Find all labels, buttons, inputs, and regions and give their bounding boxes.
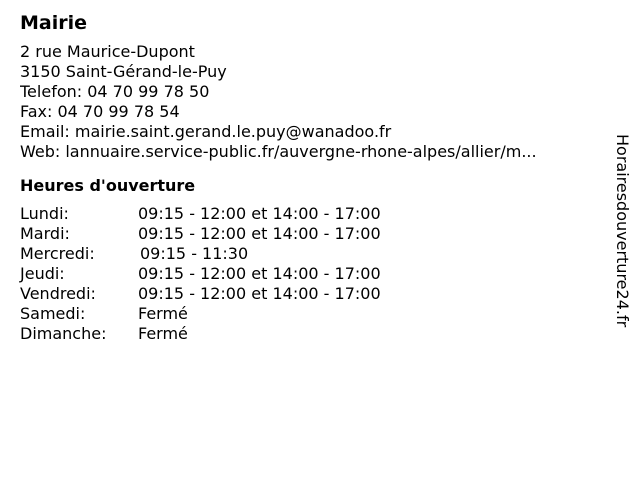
day-label: Samedi: [20, 304, 86, 323]
day-times: 09:15 - 11:30 [140, 244, 249, 263]
place-card [20, 10, 600, 344]
day-times: 09:15 - 12:00 et 14:00 - 17:00 [138, 284, 381, 303]
site-watermark: Horairesdouverture24.fr [613, 134, 632, 328]
day-times: 09:15 - 12:00 et 14:00 - 17:00 [138, 224, 381, 243]
day-label: Mardi: [20, 224, 70, 243]
hours-row-mardi [20, 224, 600, 244]
hours-row-lundi [20, 204, 600, 224]
hours-row-vendredi [20, 284, 600, 304]
address-line-1: 2 rue Maurice-Dupont [20, 42, 195, 61]
phone-line: Telefon: 04 70 99 78 50 [20, 82, 210, 101]
hours-row-samedi [20, 304, 600, 324]
hours-row-dimanche [20, 324, 600, 344]
day-times: 09:15 - 12:00 et 14:00 - 17:00 [138, 204, 381, 223]
day-label: Dimanche: [20, 324, 107, 343]
hours-list [20, 204, 600, 344]
day-label: Mercredi: [20, 244, 95, 263]
hours-heading: Heures d'ouverture [20, 176, 196, 195]
day-times: Fermé [138, 324, 188, 343]
fax-line: Fax: 04 70 99 78 54 [20, 102, 180, 121]
web-line: Web: lannuaire.service-public.fr/auvergne-rhone-alpes/allier/m... [20, 142, 537, 161]
day-label: Vendredi: [20, 284, 96, 303]
day-label: Lundi: [20, 204, 69, 223]
day-times: 09:15 - 12:00 et 14:00 - 17:00 [138, 264, 381, 283]
place-title: Mairie [20, 12, 88, 34]
hours-row-mercredi [20, 244, 600, 264]
hours-row-jeudi [20, 264, 600, 284]
day-label: Jeudi: [20, 264, 65, 283]
day-times: Fermé [138, 304, 188, 323]
email-line: Email: mairie.saint.gerand.le.puy@wanadoo.fr [20, 122, 392, 141]
address-line-2: 3150 Saint-Gérand-le-Puy [20, 62, 227, 81]
